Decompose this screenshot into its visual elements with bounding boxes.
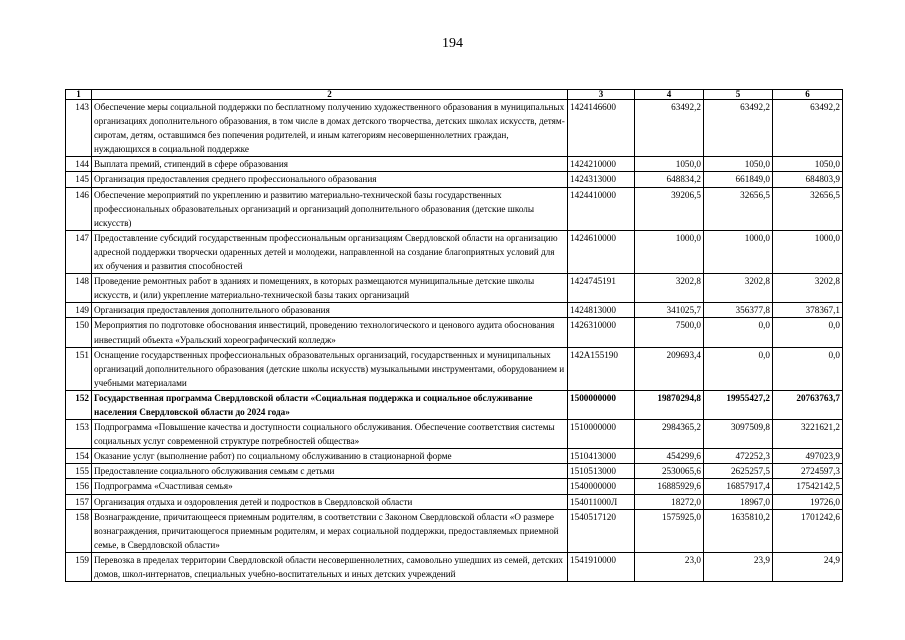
column-header: 6	[773, 90, 843, 100]
amount-cell-col4: 18272,0	[635, 494, 704, 509]
amount-cell-col6: 1050,0	[773, 157, 843, 172]
row-number-cell: 153	[66, 420, 92, 449]
amount-cell-col5: 0,0	[704, 318, 773, 347]
table-row	[66, 464, 843, 479]
column-header: 2	[92, 90, 568, 100]
amount-cell-col6: 19726,0	[773, 494, 843, 509]
amount-cell-col5: 32656,5	[704, 187, 773, 230]
row-number-cell: 147	[66, 230, 92, 273]
row-name-cell: Выплата премий, стипендий в сфере образования	[92, 157, 568, 172]
row-number-cell: 149	[66, 303, 92, 318]
table-row	[66, 479, 843, 494]
table-row	[66, 230, 843, 273]
table-row	[66, 494, 843, 509]
amount-cell-col5: 18967,0	[704, 494, 773, 509]
amount-cell-col4: 2984365,2	[635, 420, 704, 449]
page-number: 194	[442, 36, 463, 51]
amount-cell-col5: 19955427,2	[704, 390, 773, 419]
amount-cell-col6: 378367,1	[773, 303, 843, 318]
table-row	[66, 552, 843, 581]
table-header-row	[66, 90, 843, 100]
row-code-cell: 1510000000	[568, 420, 635, 449]
amount-cell-col5: 1050,0	[704, 157, 773, 172]
amount-cell-col6: 24,9	[773, 552, 843, 581]
amount-cell-col5: 2625257,5	[704, 464, 773, 479]
row-name-cell: Предоставление социального обслуживания семьям с детьми	[92, 464, 568, 479]
amount-cell-col6: 497023,9	[773, 449, 843, 464]
column-header: 5	[704, 90, 773, 100]
amount-cell-col6: 1701242,6	[773, 509, 843, 552]
row-number-cell: 157	[66, 494, 92, 509]
amount-cell-col4: 454299,6	[635, 449, 704, 464]
row-name-cell: Подпрограмма «Счастливая семья»	[92, 479, 568, 494]
amount-cell-col6: 684803,9	[773, 172, 843, 187]
amount-cell-col4: 1575925,0	[635, 509, 704, 552]
row-code-cell: 1424610000	[568, 230, 635, 273]
amount-cell-col4: 39206,5	[635, 187, 704, 230]
row-code-cell: 1424313000	[568, 172, 635, 187]
table-row	[66, 347, 843, 390]
row-number-cell: 155	[66, 464, 92, 479]
row-number-cell: 159	[66, 552, 92, 581]
row-number-cell: 146	[66, 187, 92, 230]
table-row	[66, 274, 843, 303]
amount-cell-col5: 3097509,8	[704, 420, 773, 449]
row-name-cell: Мероприятия по подготовке обоснования инвестиций, проведению технологического и ценового аудита обоснования инвестиций объекта «Уральский хореографический колледж»	[92, 318, 568, 347]
table-row	[66, 449, 843, 464]
amount-cell-col4: 648834,2	[635, 172, 704, 187]
row-code-cell: 1500000000	[568, 390, 635, 419]
row-number-cell: 143	[66, 100, 92, 157]
row-name-cell: Оснащение государственных профессиональных образовательных организаций, государственных и муниципальных организаций дополнительного образования (детские школы искусств) музыкальными инструментами, оборудованием и учебными материалами	[92, 347, 568, 390]
row-name-cell: Оказание услуг (выполнение работ) по социальному обслуживанию в стационарной форме	[92, 449, 568, 464]
amount-cell-col6: 3202,8	[773, 274, 843, 303]
row-number-cell: 158	[66, 509, 92, 552]
row-code-cell: 1424745191	[568, 274, 635, 303]
row-number-cell: 156	[66, 479, 92, 494]
column-header: 4	[635, 90, 704, 100]
amount-cell-col6: 20763763,7	[773, 390, 843, 419]
table-row	[66, 187, 843, 230]
amount-cell-col4: 19870294,8	[635, 390, 704, 419]
amount-cell-col6: 3221621,2	[773, 420, 843, 449]
amount-cell-col5: 23,9	[704, 552, 773, 581]
amount-cell-col4: 1050,0	[635, 157, 704, 172]
table-row	[66, 172, 843, 187]
amount-cell-col6: 0,0	[773, 347, 843, 390]
row-code-cell: 1541910000	[568, 552, 635, 581]
row-code-cell: 154011000Л	[568, 494, 635, 509]
row-name-cell: Обеспечение меры социальной поддержки по бесплатному получению художественного образования в муниципальных организациях дополнительного образования, в том числе в домах детского творчества, детских школах искусств, детям-сиротам, детям, оставшимся без попечения родителей, и иным категориям несовершеннолетних граждан, нуждающихся в социальной поддержке	[92, 100, 568, 157]
row-name-cell: Проведение ремонтных работ в зданиях и помещениях, в которых размещаются муниципальные детские школы искусств, и (или) укрепление материально-технической базы таких организаций	[92, 274, 568, 303]
table-row	[66, 157, 843, 172]
amount-cell-col6: 1000,0	[773, 230, 843, 273]
table-row	[66, 318, 843, 347]
table-row	[66, 420, 843, 449]
amount-cell-col5: 1000,0	[704, 230, 773, 273]
column-header: 3	[568, 90, 635, 100]
row-number-cell: 151	[66, 347, 92, 390]
row-code-cell: 1424410000	[568, 187, 635, 230]
row-number-cell: 145	[66, 172, 92, 187]
table-row	[66, 100, 843, 157]
table-row	[66, 509, 843, 552]
amount-cell-col4: 209693,4	[635, 347, 704, 390]
row-code-cell: 142A155190	[568, 347, 635, 390]
row-name-cell: Перевозка в пределах территории Свердловской области несовершеннолетних, самовольно ушедших из семей, детских домов, школ-интернатов, специальных учебно-воспитательных и иных детских учреждений	[92, 552, 568, 581]
row-code-cell: 1510513000	[568, 464, 635, 479]
row-name-cell: Организация предоставления дополнительного образования	[92, 303, 568, 318]
row-name-cell: Государственная программа Свердловской области «Социальная поддержка и социальное обслуживание населения Свердловской области до 2024 года»	[92, 390, 568, 419]
row-name-cell: Подпрограмма «Повышение качества и доступности социального обслуживания. Обеспечение соответствия системы социальных услуг современной структуре потребностей общества»	[92, 420, 568, 449]
row-code-cell: 1510413000	[568, 449, 635, 464]
amount-cell-col4: 3202,8	[635, 274, 704, 303]
row-name-cell: Предоставление субсидий государственным профессиональным организациям Свердловской области на организацию адресной поддержки творчески одаренных детей и молодежи, направленной на создание благоприятных условий для их обучения и развития способностей	[92, 230, 568, 273]
amount-cell-col4: 16885929,6	[635, 479, 704, 494]
amount-cell-col5: 1635810,2	[704, 509, 773, 552]
amount-cell-col4: 1000,0	[635, 230, 704, 273]
amount-cell-col6: 0,0	[773, 318, 843, 347]
row-number-cell: 148	[66, 274, 92, 303]
amount-cell-col5: 661849,0	[704, 172, 773, 187]
row-code-cell: 1540000000	[568, 479, 635, 494]
row-name-cell: Организация отдыха и оздоровления детей и подростков в Свердловской области	[92, 494, 568, 509]
column-header: 1	[66, 90, 92, 100]
amount-cell-col4: 341025,7	[635, 303, 704, 318]
budget-table	[65, 89, 843, 582]
amount-cell-col4: 2530065,6	[635, 464, 704, 479]
row-name-cell: Обеспечение мероприятий по укреплению и развитию материально-технической базы государственных профессиональных образовательных организаций и организаций дополнительного образования (детские школы искусств)	[92, 187, 568, 230]
row-number-cell: 152	[66, 390, 92, 419]
row-code-cell: 1426310000	[568, 318, 635, 347]
row-name-cell: Организация предоставления среднего профессионального образования	[92, 172, 568, 187]
row-code-cell: 1424146600	[568, 100, 635, 157]
amount-cell-col5: 356377,8	[704, 303, 773, 318]
row-code-cell: 1424813000	[568, 303, 635, 318]
table-row	[66, 390, 843, 419]
amount-cell-col5: 63492,2	[704, 100, 773, 157]
row-name-cell: Вознаграждение, причитающееся приемным родителям, в соответствии с Законом Свердловской области «О размере вознаграждения, причитающегося приемным родителям, и мерах социальной поддержки, предоставляемых приемной семье, в Свердловской области»	[92, 509, 568, 552]
table-row	[66, 303, 843, 318]
row-number-cell: 150	[66, 318, 92, 347]
amount-cell-col5: 0,0	[704, 347, 773, 390]
row-number-cell: 154	[66, 449, 92, 464]
amount-cell-col6: 17542142,5	[773, 479, 843, 494]
amount-cell-col5: 472252,3	[704, 449, 773, 464]
amount-cell-col4: 7500,0	[635, 318, 704, 347]
amount-cell-col6: 32656,5	[773, 187, 843, 230]
amount-cell-col6: 63492,2	[773, 100, 843, 157]
amount-cell-col6: 2724597,3	[773, 464, 843, 479]
row-number-cell: 144	[66, 157, 92, 172]
amount-cell-col5: 16857917,4	[704, 479, 773, 494]
row-code-cell: 1424210000	[568, 157, 635, 172]
amount-cell-col5: 3202,8	[704, 274, 773, 303]
amount-cell-col4: 23,0	[635, 552, 704, 581]
amount-cell-col4: 63492,2	[635, 100, 704, 157]
row-code-cell: 1540517120	[568, 509, 635, 552]
